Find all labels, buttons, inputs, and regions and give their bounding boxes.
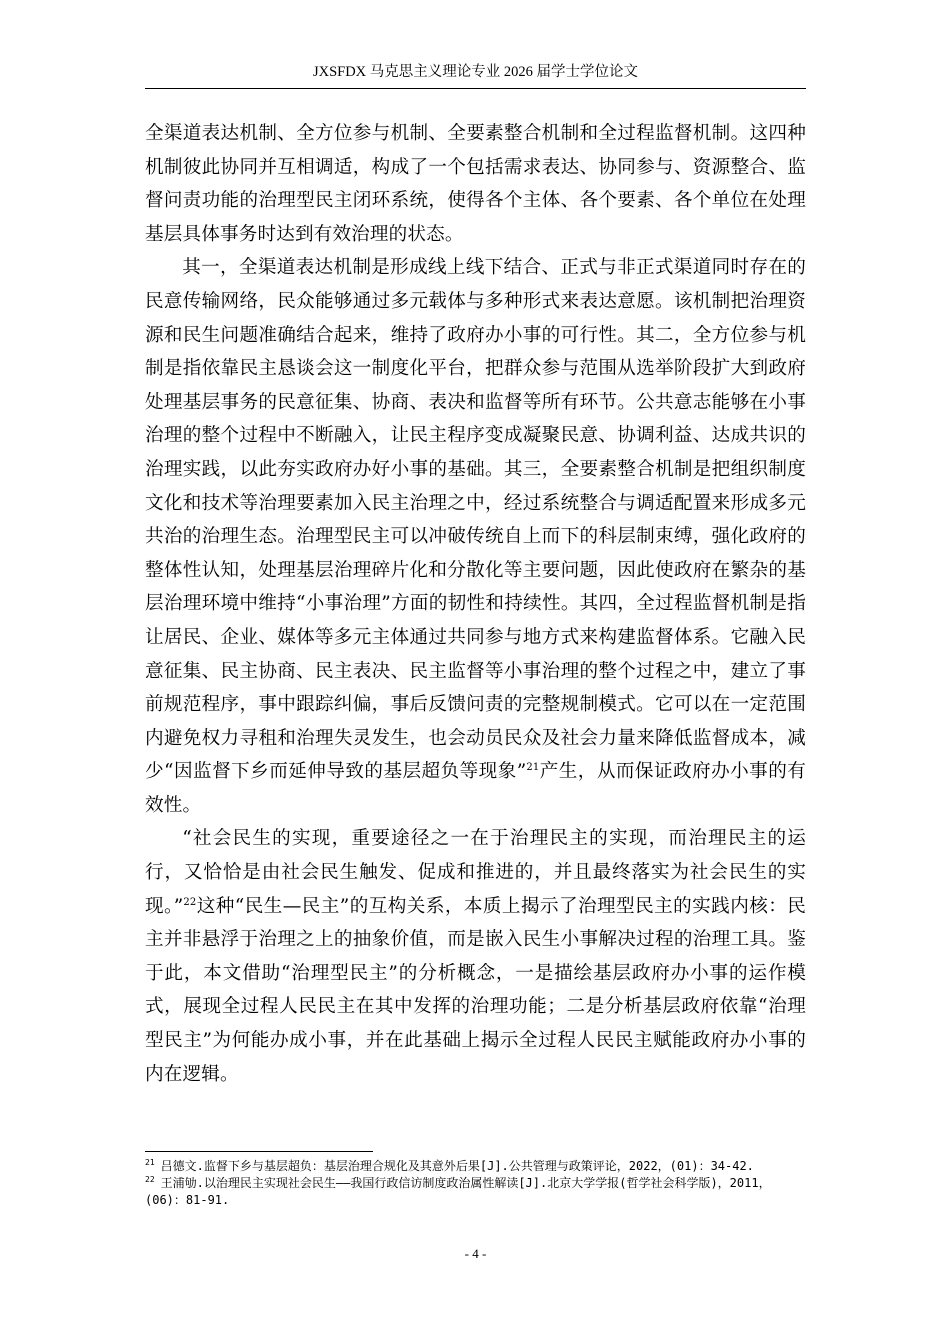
footnote-21 bbox=[145, 1158, 806, 1175]
paragraph-mechanisms-text: 其一，全渠道表达机制是形成线上线下结合、正式与非正式渠道同时存在的民意传输网络，民众能够通过多元载体与多种形式来表达意愿。该机制把治理资源和民生问题准确结合起来，维持了政府办小事的可行性。其二，全方位参与机制是指依靠民主恳谈会这一制度化平台，把群众参与范围从选举阶段扩大到政府处理基层事务的民意征集、协商、表决和监督等所有环节。公共意志能够在小事治理的整个过程中不断融入，让民主程序变成凝聚民意、协调利益、达成共识的治理实践，以此夯实政府办好小事的基础。其三，全要素整合机制是把组织制度文化和技术等治理要素加入民主治理之中，经过系统整合与调适配置来形成多元共治的治理生态。治理型民主可以冲破传统自上而下的科层制束缚，强化政府的整体性认知，处理基层治理碎片化和分散化等主要问题，因此使政府在繁杂的基层治理环境中维持“小事治理”方面的韧性和持续性。其四，全过程监督机制是指让居民、企业、媒体等多元主体通过共同参与地方式来构建监督体系。它融入民意征集、民主协商、民主表决、民主监督等小事治理的整个过程之中，建立了事前规范程序，事中跟踪纠偏，事后反馈问责的完整规制模式。它可以在一定范围内避免权力寻租和治理失灵发生，也会动员民众及社会力量来降低监督成本，减少“因监督下乡而延伸导致的基层超负等现象” bbox=[145, 257, 806, 783]
paragraph-mechanisms bbox=[145, 251, 806, 822]
footnote-ref-22[interactable]: 22 bbox=[183, 896, 197, 908]
footnote-number: 22 bbox=[145, 1175, 155, 1184]
main-body bbox=[145, 117, 806, 1091]
page-number: - 4 - bbox=[464, 1246, 487, 1261]
paragraph-quote-tail: 这种“民生—民主”的互构关系，本质上揭示了治理型民主的实践内核：民主并非悬浮于治理之上的抽象价值，而是嵌入民生小事解决过程的治理工具。鉴于此，本文借助“治理型民主”的分析概念，一是描绘基层政府办小事的运作模式，展现全过程人民民主在其中发挥的治理功能；二是分析基层政府依靠“治理型民主”为何能办成小事，并在此基础上揭示全过程人民民主赋能政府办小事的内在逻辑。 bbox=[145, 895, 806, 1085]
paragraph-quote-text: “社会民生的实现，重要途径之一在于治理民主的实现，而治理民主的运行，又恰恰是由社会民生触发、促成和推进的，并且最终落实为社会民生的实现。” bbox=[145, 828, 806, 917]
paragraph-mechanisms-tail: 产生，从而保证政府办小事的有效性。 bbox=[145, 761, 806, 816]
footnote-22 bbox=[145, 1175, 806, 1209]
footnote-text: 王浦劬.以治理民主实现社会民生——我国行政信访制度政治属性解读[J].北京大学学报(哲学社会科学版)，2011，(06)：81-91. bbox=[145, 1176, 771, 1207]
header-divider bbox=[145, 88, 806, 89]
paragraph-quote bbox=[145, 822, 806, 1091]
footnote-number: 21 bbox=[145, 1158, 155, 1167]
paragraph-continuation: 全渠道表达机制、全方位参与机制、全要素整合机制和全过程监督机制。这四种机制彼此协同并互相调适，构成了一个包括需求表达、协同参与、资源整合、监督问责功能的治理型民主闭环系统，使得各个主体、各个要素、各个单位在处理基层具体事务时达到有效治理的状态。 bbox=[145, 123, 806, 245]
footnote-divider bbox=[145, 1151, 373, 1152]
footnotes bbox=[145, 1158, 806, 1209]
footnote-text: 吕德文.监督下乡与基层超负：基层治理合规化及其意外后果[J].公共管理与政策评论，2022，(01)：34-42. bbox=[160, 1159, 754, 1173]
footnote-ref-21[interactable]: 21 bbox=[526, 762, 540, 774]
running-header: JXSFDX 马克思主义理论专业 2026 届学士学位论文 bbox=[312, 64, 639, 80]
